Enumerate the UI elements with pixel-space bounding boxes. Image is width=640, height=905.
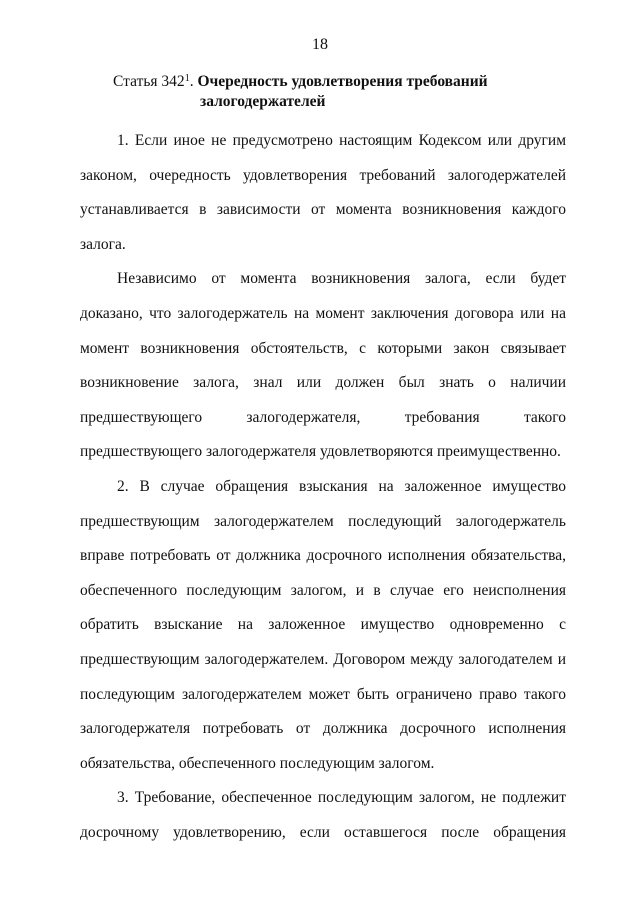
page-number: 18 bbox=[312, 36, 328, 53]
article-body bbox=[80, 124, 566, 850]
article-suffix: . bbox=[189, 73, 198, 90]
article-label: Статья 342 bbox=[113, 73, 185, 90]
article-title-line-1: Очередность удовлетворения требований bbox=[197, 73, 488, 90]
article-heading bbox=[113, 72, 573, 112]
paragraph-1: 1. Если иное не предусмотрено настоящим Кодексом или другим законом, очередность удовлетворения требований залогодержателей устанавливается в зависимости от момента возникновения каждого залога. bbox=[80, 132, 566, 253]
paragraph-2: Независимо от момента возникновения залога, если будет доказано, что залогодержатель на момент заключения договора или на момент возникновения обстоятельств, с которыми закон связывает возникновение залога, знал или должен был знать о наличии предшествующего залогодержателя, требования такого предшествующего залогодержателя удовлетворяются преимущественно. bbox=[80, 270, 566, 461]
article-superscript: 1 bbox=[184, 73, 190, 84]
paragraph-4: 3. Требование, обеспеченное последующим залогом, не подлежит досрочному удовлетворению, если оставшегося после обращения bbox=[80, 789, 566, 841]
article-title-line-2: залогодержателей bbox=[200, 93, 326, 110]
paragraph-3: 2. В случае обращения взыскания на заложенное имущество предшествующим залогодержателем последующий залогодержатель вправе потребовать от должника досрочного исполнения обязательства, обеспеченного последующим залогом, и в случае его неисполнения обратить взыскание на заложенное имущество одновременно с предшествующим залогодержателем. Договором между залогодателем и последующим залогодержателем может быть ограничено право такого залогодержателя потребовать от должника досрочного исполнения обязательства, обеспеченного последующим залогом. bbox=[80, 477, 566, 772]
